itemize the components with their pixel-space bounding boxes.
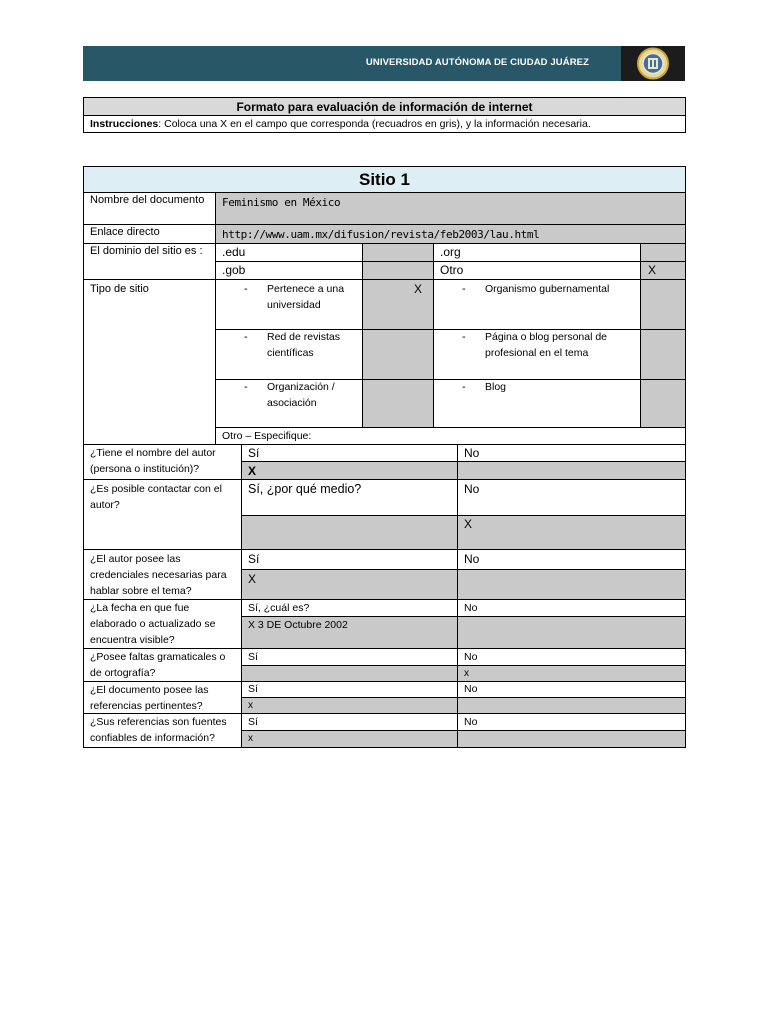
spelling-si-box[interactable] — [241, 665, 458, 682]
header-banner — [83, 46, 685, 81]
reliable-no-box[interactable] — [457, 730, 686, 748]
link-field[interactable]: http://www.uam.mx/difusion/revista/feb2003/lau.html — [215, 224, 686, 244]
author-name-si-box[interactable]: X — [241, 461, 458, 480]
question-spelling: ¿Posee faltas gramaticales o de ortografía? — [83, 648, 242, 682]
doc-name-label: Nombre del documento — [83, 192, 216, 225]
university-name: UNIVERSIDAD AUTÓNOMA DE CIUDAD JUÁREZ — [365, 57, 589, 68]
question-author-name: ¿Tiene el nombre del autor (persona o institución)? — [83, 444, 242, 480]
contact-si-label: Sí, ¿por qué medio? — [241, 479, 458, 516]
site-type-universidad: - Pertenece a una universidad — [215, 279, 363, 330]
contact-no-label: No — [457, 479, 686, 516]
domain-gob: .gob — [215, 261, 363, 280]
site-type-label: Tipo de sitio — [83, 279, 216, 445]
question-credentials: ¿El autor posee las credenciales necesarias para hablar sobre el tema? — [83, 549, 242, 600]
site-type-gubernamental: - Organismo gubernamental — [433, 279, 641, 330]
format-instructions — [83, 115, 686, 133]
spelling-no-label: No — [457, 648, 686, 666]
instructions-label: Instrucciones — [90, 118, 159, 130]
date-si-box[interactable]: X 3 DE Octubre 2002 — [241, 616, 458, 649]
site-type-universidad-box[interactable]: X — [362, 279, 434, 330]
site-type-revistas: - Red de revistas científicas — [215, 329, 363, 380]
references-no-label: No — [457, 681, 686, 698]
site-type-organizacion: - Organización / asociación — [215, 379, 363, 428]
link-label: Enlace directo — [83, 224, 216, 244]
references-no-box[interactable] — [457, 697, 686, 714]
spelling-no-box[interactable]: x — [457, 665, 686, 682]
author-name-no-box[interactable] — [457, 461, 686, 480]
author-name-no-label: No — [457, 444, 686, 462]
date-si-label: Sí, ¿cuál es? — [241, 599, 458, 617]
domain-label: El dominio del sitio es : — [83, 243, 216, 280]
date-no-label: No — [457, 599, 686, 617]
doc-name-field[interactable]: Feminismo en México — [215, 192, 686, 225]
site-type-blog-box[interactable] — [640, 379, 686, 428]
domain-edu: .edu — [215, 243, 363, 262]
university-seal — [621, 46, 685, 81]
format-title: Formato para evaluación de información de internet — [83, 97, 686, 116]
site-type-blog: - Blog — [433, 379, 641, 428]
author-name-si-label: Sí — [241, 444, 458, 462]
contact-si-box[interactable] — [241, 515, 458, 550]
reliable-si-box[interactable]: x — [241, 730, 458, 748]
date-no-box[interactable] — [457, 616, 686, 649]
question-date: ¿La fecha en que fue elaborado o actualizado se encuentra visible? — [83, 599, 242, 649]
spelling-si-label: Sí — [241, 648, 458, 666]
domain-otro: Otro — [433, 261, 641, 280]
site-type-blog-profesional: - Página o blog personal de profesional en el tema — [433, 329, 641, 380]
credentials-si-label: Sí — [241, 549, 458, 570]
domain-org-box[interactable] — [640, 243, 686, 262]
question-references: ¿El documento posee las referencias pertinentes? — [83, 681, 242, 714]
credentials-si-box[interactable]: X — [241, 569, 458, 600]
domain-otro-box[interactable]: X — [640, 261, 686, 280]
contact-no-box[interactable]: X — [457, 515, 686, 550]
references-si-label: Sí — [241, 681, 458, 698]
site-type-revistas-box[interactable] — [362, 329, 434, 380]
domain-gob-box[interactable] — [362, 261, 434, 280]
question-reliable: ¿Sus referencias son fuentes confiables de información? — [83, 713, 242, 748]
reliable-si-label: Sí — [241, 713, 458, 731]
site-title: Sitio 1 — [83, 166, 686, 193]
domain-org: .org — [433, 243, 641, 262]
instructions-text: : Coloca una X en el campo que corresponda (recuadros en gris), y la información necesaria. — [158, 118, 591, 130]
domain-edu-box[interactable] — [362, 243, 434, 262]
references-si-box[interactable]: x — [241, 697, 458, 714]
site-type-otro[interactable]: Otro – Especifique: — [215, 427, 686, 445]
site-type-blog-profesional-box[interactable] — [640, 329, 686, 380]
credentials-no-label: No — [457, 549, 686, 570]
site-type-gubernamental-box[interactable] — [640, 279, 686, 330]
site-type-organizacion-box[interactable] — [362, 379, 434, 428]
question-contact: ¿Es posible contactar con el autor? — [83, 479, 242, 550]
credentials-no-box[interactable] — [457, 569, 686, 600]
reliable-no-label: No — [457, 713, 686, 731]
university-seal-icon — [635, 46, 671, 81]
